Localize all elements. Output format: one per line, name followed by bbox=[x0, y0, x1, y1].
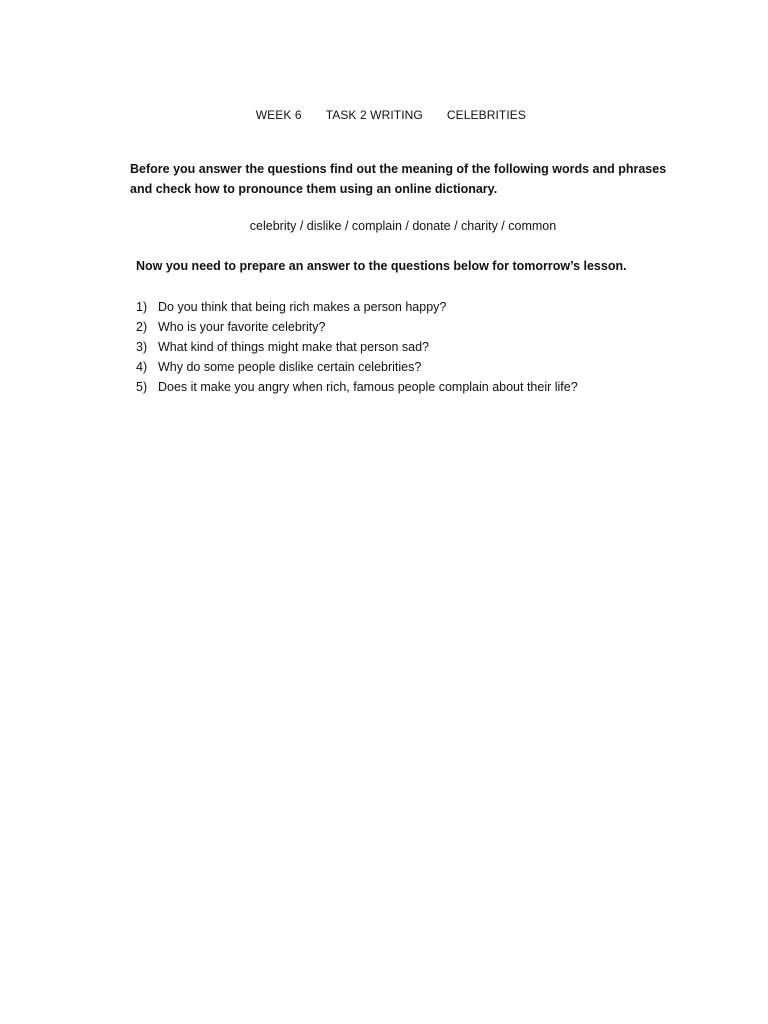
question-number: 3) bbox=[136, 340, 148, 354]
title-week: WEEK 6 bbox=[255, 108, 302, 122]
list-item bbox=[136, 339, 696, 359]
list-item bbox=[136, 379, 696, 399]
vocabulary-list: celebrity / dislike / complain / donate / charity / common bbox=[249, 219, 557, 233]
question-number: 2) bbox=[136, 320, 148, 334]
list-item bbox=[136, 319, 696, 339]
question-number: 5) bbox=[136, 380, 148, 394]
question-text: Why do some people dislike certain celebrities? bbox=[158, 360, 422, 374]
question-text: Who is your favorite celebrity? bbox=[158, 320, 326, 334]
list-item bbox=[136, 299, 696, 319]
instruction-paragraph: Now you need to prepare an answer to the questions below for tomorrow’s lesson. bbox=[136, 259, 627, 273]
list-item bbox=[136, 359, 696, 379]
question-number: 1) bbox=[136, 300, 148, 314]
title-task: TASK 2 WRITING bbox=[325, 108, 423, 122]
question-text: What kind of things might make that person sad? bbox=[158, 340, 429, 354]
question-list bbox=[136, 299, 696, 399]
intro-paragraph: Before you answer the questions find out the meaning of the following words and phrases and check how to pronounce them using an online dictionary. bbox=[130, 162, 667, 196]
document-title bbox=[0, 94, 768, 136]
question-text: Do you think that being rich makes a person happy? bbox=[158, 300, 447, 314]
question-number: 4) bbox=[136, 360, 148, 374]
title-topic: CELEBRITIES bbox=[446, 108, 526, 122]
question-text: Does it make you angry when rich, famous people complain about their life? bbox=[158, 380, 578, 394]
